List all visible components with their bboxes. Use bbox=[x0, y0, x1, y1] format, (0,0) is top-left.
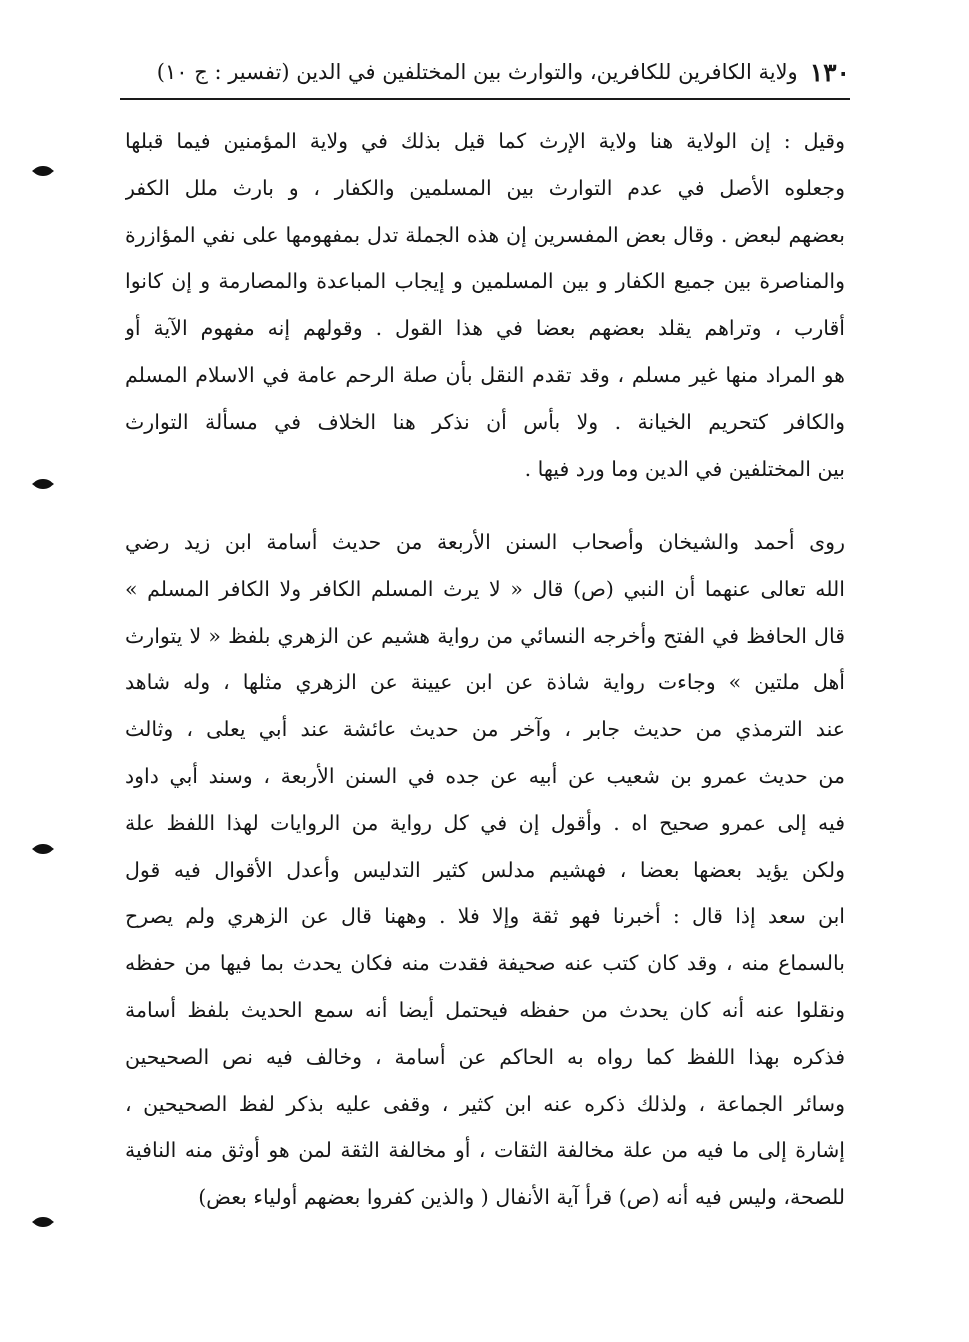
flower-mark-icon bbox=[30, 164, 56, 178]
text-line: بالسماع منه ، وقد كان كتب عنه صحيفة فقدت منه فكان يحدث بما فيها من حفظه bbox=[125, 951, 845, 976]
flower-mark-icon bbox=[30, 842, 56, 856]
flower-mark-icon bbox=[30, 1215, 56, 1229]
page-number: ١٣٠ bbox=[809, 57, 850, 87]
text-line: ولكن يؤيد بعضها بعضا ، فهشيم مدلس كثير التدليس وأعدل الأقوال فيه قول bbox=[125, 857, 845, 882]
text-line: بعضهم لبعض . وقال بعض المفسرين إن هذه الجملة تدل بمفهومها على نفي المؤازرة bbox=[125, 222, 845, 247]
text-line: فذكره بهذا اللفظ كما رواه به الحاكم عن أسامة ، وخالف فيه نص الصحيحين bbox=[125, 1044, 845, 1069]
text-line: فيه إلى عمرو صحيح اه . وأقول إن في كل رواية من الروايات لهذا اللفظ علة bbox=[125, 810, 845, 835]
text-line: أقارب ، وتراهم يقلد بعضهم بعضا في هذا القول . وقولهم إنه مفهوم الآية أو bbox=[125, 316, 845, 341]
paragraph-2 bbox=[125, 519, 845, 1221]
text-line: بين المختلفين في الدين وما ورد فيها . bbox=[524, 456, 845, 481]
text-line: قال الحافظ في الفتح وأخرجه النسائي من رواية هشيم عن الزهري بلفظ « لا يتوارث bbox=[125, 623, 845, 648]
text-line: روى أحمد والشيخان وأصحاب السنن الأربعة من حديث أسامة ابن زيد رضي bbox=[125, 530, 845, 554]
flower-mark-icon bbox=[30, 477, 56, 491]
text-line: أهل ملتين » وجاءت رواية شاذة عن ابن عيينة عن الزهري مثلها ، وله شاهد bbox=[125, 670, 845, 695]
text-line: من حديث عمرو بن شعيب عن أبيه عن جده في السنن الأربعة ، وسند أبي داود bbox=[125, 763, 845, 788]
header-rule bbox=[120, 98, 850, 100]
text-line: ونقلوا عنه أنه كان يحدث من حفظه فيحتمل أيضا أنه سمع الحديث بلفظ أسامة bbox=[125, 997, 845, 1022]
text-line: وقيل : إن الولاية هنا ولاية الإرث كما قيل بذلك في ولاية المؤمنين فيما قبلها bbox=[125, 129, 845, 153]
page-header bbox=[120, 50, 850, 94]
text-line: إشارة إلى ما فيه من علة مخالفة الثقات ، أو مخالفة الثقة لمن هو أوثق منه النافية bbox=[125, 1138, 845, 1163]
running-title: ولاية الكافرين للكافرين، والتوارث بين المختلفين في الدين (تفسير : ج ١٠) bbox=[156, 60, 798, 84]
text-line: والمناصرة بين جميع الكفار و بين المسلمين و إيجاب المباعدة والمصارمة و إن كانوا bbox=[125, 269, 845, 294]
text-line: والكافر كتحريم الخيانة . ولا بأس أن نذكر هنا الخلاف في مسألة التوارث bbox=[125, 409, 845, 434]
text-line: عند الترمذي من حديث جابر ، وآخر من حديث عائشة عند أبي يعلى ، وثالث bbox=[125, 717, 845, 742]
text-line: هو المراد منها غير مسلم ، وقد تقدم النقل بأن صلة الرحم عامة في الاسلام المسلم bbox=[125, 362, 845, 387]
text-line: وجعلوه الأصل في عدم التوارث بين المسلمين والكفار ، و بارث ملل الكفر bbox=[125, 175, 845, 200]
text-line: للصحة، وليس فيه أنه (ص) قرأ آية الأنفال ( والذين كفروا بعضهم أولياء بعض) bbox=[198, 1185, 845, 1210]
text-line: وسائر الجماعة ، ولذلك ذكره عنه ابن كثير ، وقفى عليه بذكر لفظ الصحيحين ، bbox=[125, 1091, 845, 1116]
paragraph-1 bbox=[125, 118, 845, 492]
text-line: الله تعالى عنهما أن النبي (ص) قال « لا يرث المسلم الكافر ولا الكافر المسلم » bbox=[125, 576, 845, 601]
text-line: ابن سعد إذا قال : أخبرنا فهو ثقة وإلا فلا . وههنا قال عن الزهري ولم يصرح bbox=[125, 904, 845, 929]
